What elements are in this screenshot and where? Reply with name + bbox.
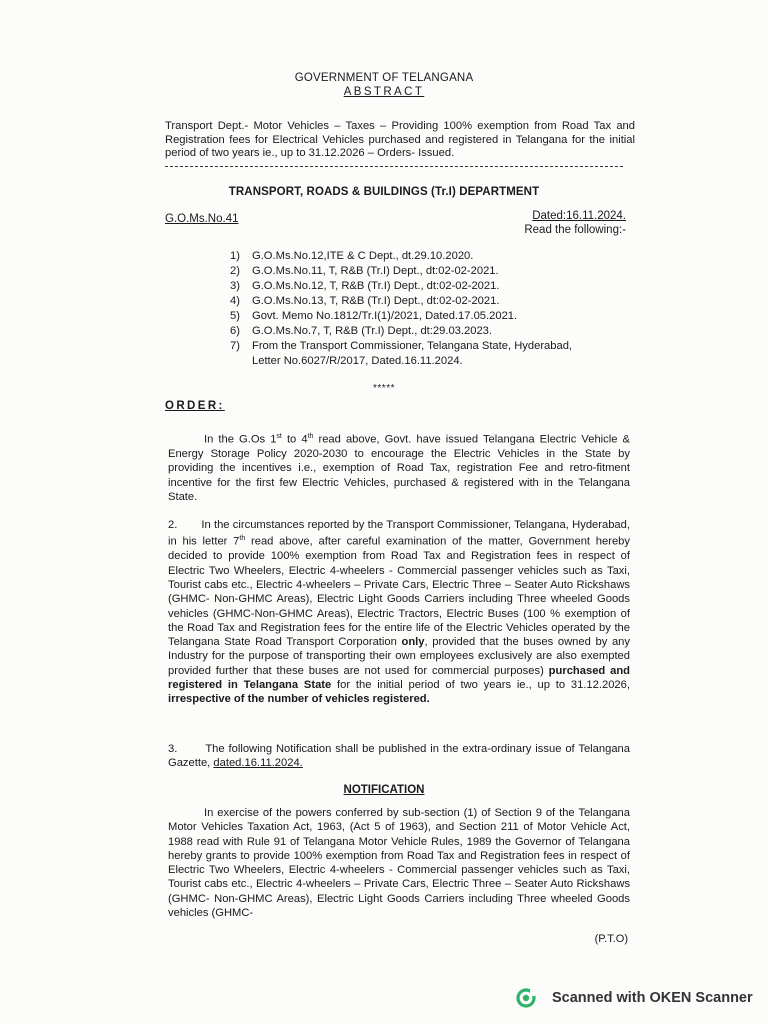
reference-text: From the Transport Commissioner, Telangana State, Hyderabad, [252, 340, 573, 352]
reference-item [230, 324, 572, 339]
paragraph-number: 2. [168, 519, 178, 531]
reference-number: 4) [230, 295, 240, 307]
oken-scanner-logo-icon [516, 988, 536, 1008]
paragraph-text: to 4 [281, 433, 308, 446]
reference-text: G.O.Ms.No.11, T, R&B (Tr.I) Dept., dt:02-02-2021. [252, 265, 499, 277]
separator-stars: ***** [373, 383, 395, 394]
reference-text: G.O.Ms.No.12,ITE & C Dept., dt.29.10.2020. [252, 250, 474, 262]
reference-number: 1) [230, 250, 240, 262]
order-paragraph-3 [168, 742, 630, 771]
reference-text: G.O.Ms.No.12, T, R&B (Tr.I) Dept., dt:02-02-2021. [252, 280, 500, 292]
reference-item [230, 279, 572, 294]
reference-item [230, 309, 572, 324]
reference-number: 7) [230, 340, 240, 352]
reference-number: 3) [230, 280, 240, 292]
reference-item [230, 294, 572, 309]
order-paragraph-1 [168, 430, 630, 504]
dashed-divider [165, 166, 623, 167]
scanner-watermark-text: Scanned with OKEN Scanner [552, 990, 753, 1006]
reference-text: Govt. Memo No.1812/Tr.I(1)/2021, Dated.17.05.2021. [252, 310, 518, 322]
reference-item [230, 264, 572, 279]
government-heading: GOVERNMENT OF TELANGANA [294, 72, 474, 84]
order-date: Dated:16.11.2024. [532, 210, 626, 222]
reference-item [230, 339, 572, 354]
bold-text: only [401, 636, 425, 649]
ordinal-suffix: st [276, 433, 282, 440]
bold-text: irrespective of the number of vehicles registered. [168, 693, 430, 706]
paragraph-text: In the circumstances reported by the Transport Commissioner, Telangana, Hyderabad, in his letter 7 [168, 519, 630, 549]
reference-number: 6) [230, 325, 240, 337]
department-heading: TRANSPORT, ROADS & BUILDINGS (Tr.I) DEPARTMENT [228, 186, 540, 198]
reference-text: G.O.Ms.No.7, T, R&B (Tr.I) Dept., dt:29.03.2023. [252, 325, 493, 337]
paragraph-text: , provided that the buses owned by any Industry for the purpose of transporting their own employees exclusively are also exempted provided further that these buses are not used for commercial purposes) [168, 636, 630, 677]
reference-item [230, 249, 572, 264]
reference-continuation: Letter No.6027/R/2017, Dated.16.11.2024. [252, 355, 463, 367]
notification-paragraph [168, 806, 630, 920]
notification-heading: NOTIFICATION [343, 784, 425, 796]
read-following: Read the following:- [524, 224, 626, 236]
bold-text: purchased and registered in Telangana State [168, 664, 631, 691]
gazette-date: dated.16.11.2024. [213, 757, 303, 770]
reference-number: 5) [230, 310, 240, 322]
order-heading: ORDER: [165, 400, 225, 412]
reference-number: 2) [230, 265, 240, 277]
subject-text: Transport Dept.- Motor Vehicles – Taxes – Providing 100% exemption from Road Tax and Registration fees for Electrical Vehicles purchased and registered in Telangana for the initial period of two years ie., up to 31.12.2026 – Orders- Issued. [165, 120, 635, 159]
ordinal-suffix: th [307, 433, 314, 440]
paragraph-text: In the G.Os 1 [204, 433, 277, 446]
paragraph-text: In exercise of the powers conferred by sub-section (1) of Section 9 of the Telangana Motor Vehicles Taxation Act, 1963, (Act 5 of 1963), and Section 211 of Motor Vehicle Act, 1988 read with Rule 91 of Telangana Motor Vehicle Rules, 1989 the Governor of Telangana hereby grants to provide 100% exemption from Road Tax and Registration fees in respect of Electric Two Wheelers, Electric 4-wheelers - Commercial passenger vehicles such as Taxi, Tourist cabs etc., Electric 4-wheelers – Private Cars, Electric Three – Seater Auto Rickshaws (GHMC- Non-GHMC Areas), Electric Light Goods Carriers including Three wheeled Goods vehicles (GHMC- [168, 807, 630, 920]
ordinal-suffix: th [239, 535, 246, 543]
references-list [230, 249, 572, 369]
paragraph-number: 3. [168, 743, 178, 755]
order-paragraph-2 [168, 518, 630, 707]
paragraph-text: The following Notification shall be published in the extra-ordinary issue of Telangana Gazette, [168, 743, 630, 770]
paragraph-text: read above, Govt. have issued Telangana Electric Vehicle & Energy Storage Policy 2020-2030 to encourage the Electric Vehicles in the State by providing the incentives i.e., exemption of Road Tax, registration Fee and retro-fitment incentive for the first few Electric Vehicles, purchased & registered with in the Telangana State. [168, 433, 630, 503]
go-number: G.O.Ms.No.41 [165, 213, 239, 225]
reference-text: G.O.Ms.No.13, T, R&B (Tr.I) Dept., dt:02-02-2021. [252, 295, 500, 307]
abstract-heading: ABSTRACT [343, 86, 425, 98]
paragraph-text: for the initial period of two years ie., up to 31.12.2026, [331, 679, 630, 691]
pto-marker: (P.T.O) [594, 933, 628, 945]
paragraph-text: read above, after careful examination of the matter, Government hereby decided to provide 100% exemption from Road Tax and Registration fees in respect of Electric Two Wheelers, Electric 4-wheelers - Commercial passenger vehicles such as Taxi, Tourist cabs etc., Electric 4-wheelers – Private Cars, Electric Three – Seater Auto Rickshaws (GHMC- Non-GHMC Areas), Electric Light Goods Carriers including Three wheeled Goods vehicles (GHMC-Non-GHMC Areas), Electric Tractors, Electric Buses (100 % exemption of the Road Tax and Registration fees for the entire life of the Electric Vehicles operated by the Telangana State Road Transport Corporation [168, 536, 630, 649]
